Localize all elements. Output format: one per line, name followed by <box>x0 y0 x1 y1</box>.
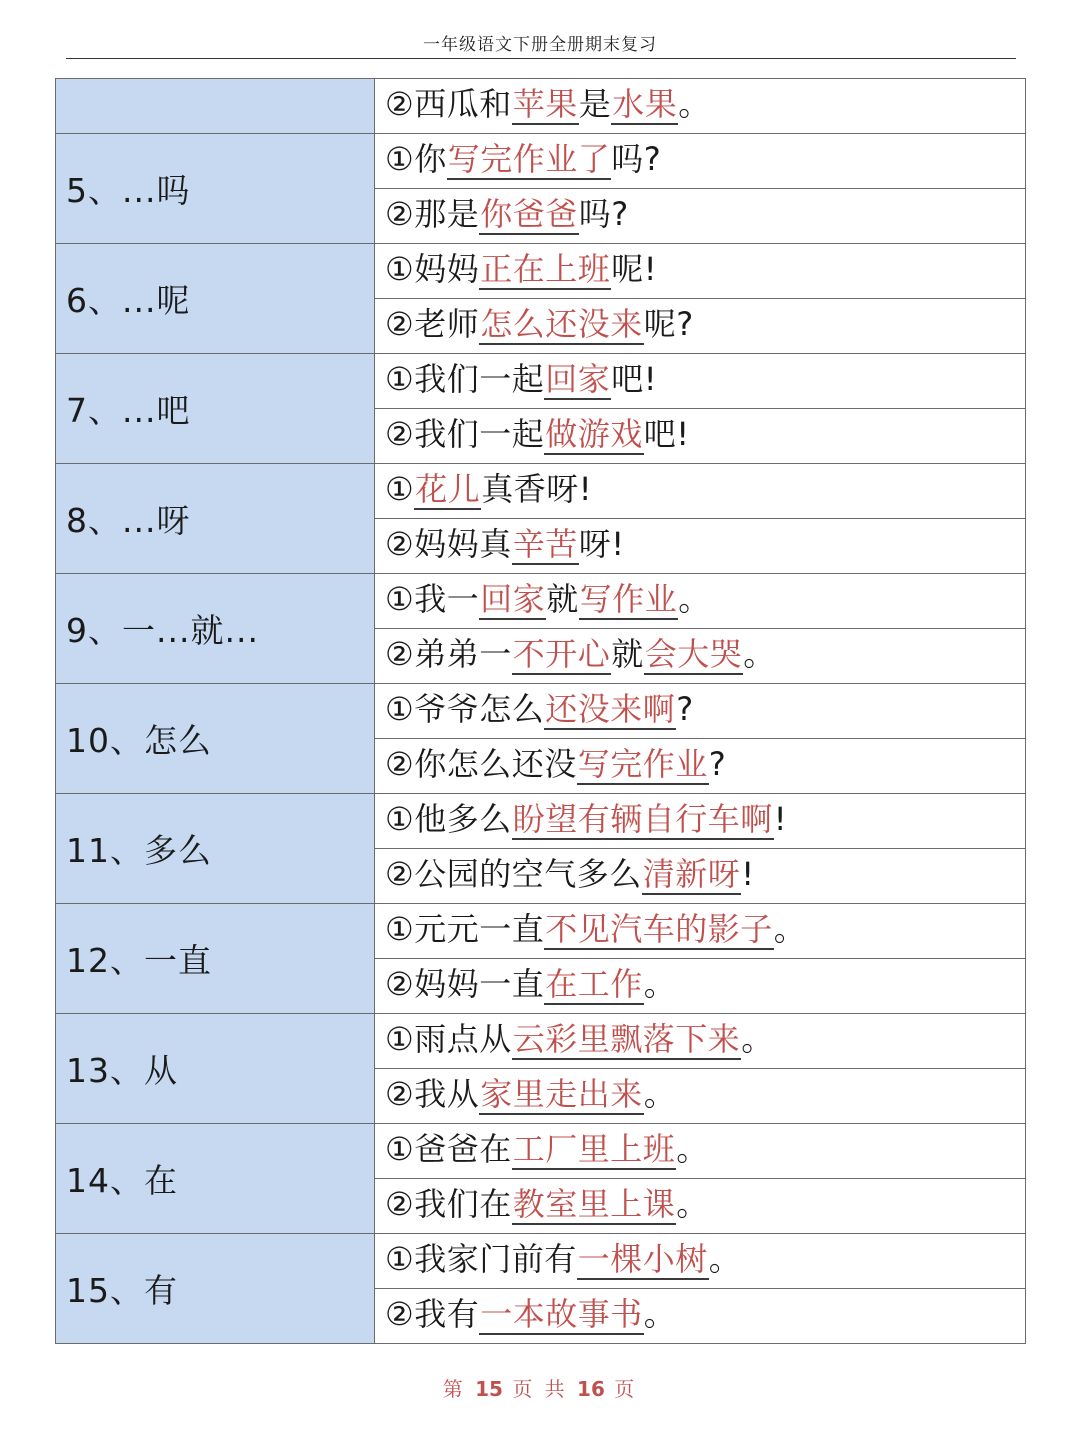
sentence-text: ! <box>741 855 755 893</box>
answer-fill: 工厂里上班 <box>512 1130 676 1168</box>
answer-fill: 怎么还没来 <box>480 305 643 343</box>
answer-fill: 家里走出来 <box>480 1075 643 1113</box>
example-sentence <box>375 1179 1026 1234</box>
answer-fill: 不见汽车的影子 <box>545 910 773 948</box>
answer-fill: 写完作业 <box>577 745 708 783</box>
example-sentence <box>375 409 1026 464</box>
sentence-text: 呀! <box>578 525 625 563</box>
example-sentence <box>375 1014 1026 1069</box>
sentence-text: 是 <box>578 85 612 123</box>
sentence-text: 。 <box>678 85 711 123</box>
example-sentence <box>375 189 1026 244</box>
sentence-text: 吧! <box>643 415 690 453</box>
sentence-text: ? <box>676 690 694 728</box>
sentence-text: 呢? <box>643 305 694 343</box>
sentence-text: 呢! <box>611 250 658 288</box>
pattern-label <box>56 79 375 134</box>
pattern-label: 8、...呀 <box>56 464 375 574</box>
answer-fill: 还没来啊 <box>545 690 676 728</box>
example-sentence <box>375 244 1026 299</box>
page-footer <box>0 1373 1080 1402</box>
table-row <box>56 794 1026 849</box>
answer-fill: 花儿 <box>415 470 481 508</box>
sentence-text: ①爷爷怎么 <box>385 690 545 728</box>
sentence-text: 吗? <box>578 195 629 233</box>
sentence-text: ①妈妈 <box>385 250 480 288</box>
example-sentence <box>375 794 1026 849</box>
table-row <box>56 574 1026 629</box>
table-row <box>56 464 1026 519</box>
sentence-text: 吧! <box>611 360 658 398</box>
sentence-text: ①爸爸在 <box>385 1130 512 1168</box>
sentence-text: 。 <box>676 1130 709 1168</box>
sentence-text: 。 <box>643 965 677 1003</box>
example-sentence <box>375 519 1026 574</box>
answer-fill: 盼望有辆自行车啊 <box>512 800 773 838</box>
footer-middle: 页 共 <box>512 1377 568 1401</box>
example-sentence <box>375 134 1026 189</box>
sentence-text: 就 <box>546 580 579 618</box>
sentence-text: ②妈妈真 <box>385 525 512 563</box>
sentence-text: ②那是 <box>385 195 480 233</box>
sentence-text: 。 <box>741 1020 774 1058</box>
table-row <box>56 904 1026 959</box>
table-row <box>56 1014 1026 1069</box>
sentence-text: ②我们在 <box>385 1185 512 1223</box>
sentence-text: ① <box>385 470 415 508</box>
sentence-text: ②公园的空气多么 <box>385 855 642 893</box>
sentence-text: ①他多么 <box>385 800 512 838</box>
sentence-text: 。 <box>643 1075 677 1113</box>
example-sentence <box>375 629 1026 684</box>
answer-fill: 写完作业了 <box>447 140 611 178</box>
table-row <box>56 79 1026 134</box>
sentence-text: ①你 <box>385 140 447 178</box>
example-sentence <box>375 684 1026 739</box>
sentence-text: ②我有 <box>385 1295 480 1333</box>
example-sentence <box>375 1069 1026 1124</box>
answer-fill: 云彩里飘落下来 <box>512 1020 741 1058</box>
example-sentence <box>375 959 1026 1014</box>
table-row <box>56 1124 1026 1179</box>
footer-prefix: 第 <box>442 1377 466 1401</box>
review-table <box>55 78 1026 1344</box>
sentence-text: ②妈妈一直 <box>385 965 545 1003</box>
sentence-text: 。 <box>708 1240 742 1278</box>
answer-fill: 回家 <box>545 360 611 398</box>
answer-fill: 正在上班 <box>480 250 611 288</box>
answer-fill: 苹果 <box>512 85 578 123</box>
example-sentence <box>375 354 1026 409</box>
sentence-text: 。 <box>643 1295 677 1333</box>
pattern-label: 13、从 <box>56 1014 375 1124</box>
example-sentence <box>375 1289 1026 1344</box>
answer-fill: 辛苦 <box>512 525 578 563</box>
sentence-text: ②你怎么还没 <box>385 745 577 783</box>
example-sentence <box>375 849 1026 904</box>
pattern-label: 15、有 <box>56 1234 375 1344</box>
example-sentence <box>375 1124 1026 1179</box>
answer-fill: 会大哭 <box>644 635 743 673</box>
sentence-text: 。 <box>676 1185 709 1223</box>
sentence-text: ①我一 <box>385 580 480 618</box>
sentence-text: ①雨点从 <box>385 1020 512 1058</box>
pattern-label: 6、...呢 <box>56 244 375 354</box>
example-sentence <box>375 79 1026 134</box>
sentence-text: ①元元一直 <box>385 910 545 948</box>
footer-suffix: 页 <box>614 1377 638 1401</box>
answer-fill: 一棵小树 <box>577 1240 708 1278</box>
sentence-text: 。 <box>743 635 776 673</box>
table-row <box>56 244 1026 299</box>
sentence-text: ②我们一起 <box>385 415 545 453</box>
example-sentence <box>375 574 1026 629</box>
example-sentence <box>375 904 1026 959</box>
sentence-text: ①我家门前有 <box>385 1240 577 1278</box>
pattern-label: 9、一...就... <box>56 574 375 684</box>
sentence-text: ①我们一起 <box>385 360 545 398</box>
sentence-text: 真香呀! <box>481 470 593 508</box>
answer-fill: 在工作 <box>545 965 643 1003</box>
example-sentence <box>375 739 1026 794</box>
answer-fill: 一本故事书 <box>480 1295 643 1333</box>
sentence-text: ②我从 <box>385 1075 480 1113</box>
header-divider <box>66 58 1016 59</box>
pattern-label: 7、...吧 <box>56 354 375 464</box>
pattern-label: 14、在 <box>56 1124 375 1234</box>
pattern-label: 11、多么 <box>56 794 375 904</box>
answer-fill: 水果 <box>612 85 678 123</box>
answer-fill: 你爸爸 <box>480 195 578 233</box>
answer-fill: 做游戏 <box>545 415 643 453</box>
pattern-label: 12、一直 <box>56 904 375 1014</box>
answer-fill: 写作业 <box>579 580 678 618</box>
pattern-label: 5、...吗 <box>56 134 375 244</box>
table-row <box>56 134 1026 189</box>
sentence-text: 。 <box>678 580 711 618</box>
answer-fill: 不开心 <box>512 635 611 673</box>
sentence-text: 吗? <box>611 140 662 178</box>
pattern-label: 10、怎么 <box>56 684 375 794</box>
sentence-text: ? <box>708 745 727 783</box>
sentence-text: ! <box>773 800 788 838</box>
sentence-text: ②西瓜和 <box>385 85 512 123</box>
footer-total-pages: 16 <box>577 1377 605 1401</box>
sentence-text: 就 <box>611 635 644 673</box>
sentence-text: 。 <box>773 910 807 948</box>
table-row <box>56 354 1026 409</box>
example-sentence <box>375 1234 1026 1289</box>
example-sentence <box>375 464 1026 519</box>
answer-fill: 教室里上课 <box>512 1185 676 1223</box>
sentence-text: ②老师 <box>385 305 480 343</box>
table-row <box>56 1234 1026 1289</box>
answer-fill: 回家 <box>480 580 546 618</box>
example-sentence <box>375 299 1026 354</box>
answer-fill: 清新呀 <box>642 855 741 893</box>
table-row <box>56 684 1026 739</box>
sentence-text: ②弟弟一 <box>385 635 512 673</box>
page-header-title: 一年级语文下册全册期末复习 <box>423 35 657 55</box>
footer-page-number: 15 <box>475 1377 503 1401</box>
